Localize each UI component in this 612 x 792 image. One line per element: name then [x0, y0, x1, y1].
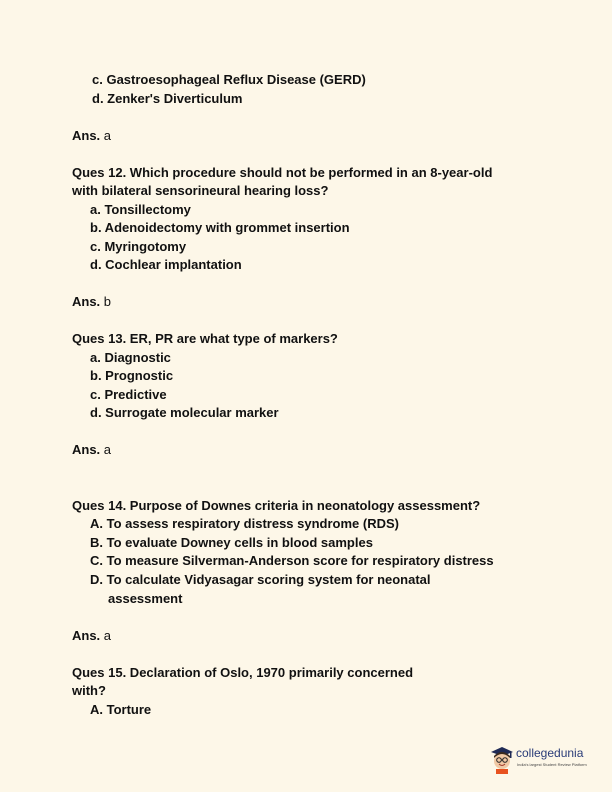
q15-option-a: A. Torture — [90, 702, 152, 717]
answer-value: b — [103, 294, 112, 309]
collegedunia-logo[interactable] — [489, 744, 601, 776]
q13-option-b: b. Prognostic — [90, 368, 174, 383]
q13-option-c: c. Predictive — [90, 387, 167, 402]
q13-option-a: a. Diagnostic — [90, 350, 171, 365]
question-14-text: Ques 14. Purpose of Downes criteria in neonatology assessment? — [72, 498, 481, 513]
student-mascot-icon — [489, 744, 515, 774]
answer-line — [72, 127, 111, 145]
q14-option-d: D. To calculate Vidyasagar scoring system for neonatal — [90, 572, 431, 587]
q12-answer-line — [72, 293, 111, 311]
q14-option-b: B. To evaluate Downey cells in blood samples — [90, 535, 373, 550]
question-15-text-cont: with? — [72, 683, 106, 698]
q14-option-c: C. To measure Silverman-Anderson score for respiratory distress — [90, 553, 494, 568]
question-15-text: Ques 15. Declaration of Oslo, 1970 primarily concerned — [72, 665, 414, 680]
q13-answer-line — [72, 441, 111, 459]
q12-option-b: b. Adenoidectomy with grommet insertion — [90, 220, 350, 235]
q12-option-c: c. Myringotomy — [90, 239, 187, 254]
question-13-text: Ques 13. ER, PR are what type of markers? — [72, 331, 338, 346]
question-12-text: Ques 12. Which procedure should not be performed in an 8-year-old — [72, 165, 493, 180]
answer-value: a — [103, 628, 112, 643]
q14-option-d-cont: assessment — [108, 591, 183, 606]
answer-label: Ans. — [72, 128, 101, 143]
answer-label: Ans. — [72, 628, 101, 643]
q14-answer-line — [72, 627, 111, 645]
option-c: c. Gastroesophageal Reflux Disease (GERD) — [92, 72, 366, 87]
q12-option-d: d. Cochlear implantation — [90, 257, 242, 272]
q14-option-a: A. To assess respiratory distress syndrome (RDS) — [90, 516, 399, 531]
option-d: d. Zenker's Diverticulum — [92, 91, 243, 106]
q13-option-d: d. Surrogate molecular marker — [90, 405, 279, 420]
answer-label: Ans. — [72, 442, 101, 457]
answer-label: Ans. — [72, 294, 101, 309]
answer-value: a — [103, 128, 112, 143]
logo-tagline: India's largest Student Review Platform — [517, 762, 587, 767]
logo-wordmark: collegedunia — [516, 746, 584, 760]
q12-option-a: a. Tonsillectomy — [90, 202, 191, 217]
question-12-text-cont: with bilateral sensorineural hearing loss? — [72, 183, 329, 198]
answer-value: a — [103, 442, 112, 457]
